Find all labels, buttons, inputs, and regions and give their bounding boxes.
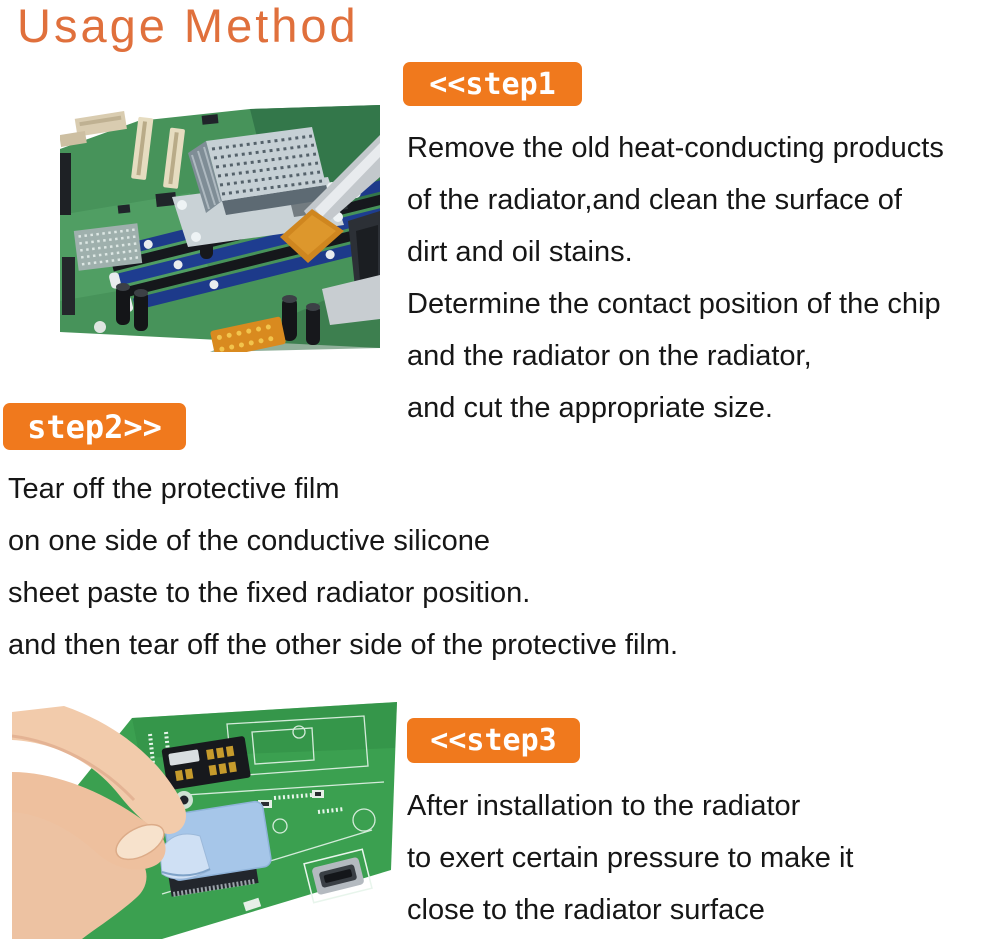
step2-instructions xyxy=(8,463,678,671)
thermal-pad-illustration xyxy=(12,702,397,939)
step2-badge: step2>> xyxy=(3,403,186,450)
step2-line-4: and then tear off the other side of the protective film. xyxy=(8,629,679,661)
step1-line-5: and the radiator on the radiator, xyxy=(407,340,812,372)
step1-line-6: and cut the appropriate size. xyxy=(407,392,773,424)
step2-line-2: on one side of the conductive silicone xyxy=(8,525,491,557)
step1-line-4: Determine the contact position of the chip xyxy=(407,288,941,320)
thermal-pad-film-peeling-photo xyxy=(12,702,397,939)
step1-line-3: dirt and oil stains. xyxy=(407,236,633,268)
step1-badge: <<step1 xyxy=(403,62,582,106)
step3-line-2: to exert certain pressure to make it xyxy=(407,842,854,874)
step2-line-1: Tear off the protective film xyxy=(8,473,340,505)
step1-instructions xyxy=(407,122,944,434)
motherboard-heatsink-cleaning-photo xyxy=(60,105,380,352)
step3-line-3: close to the radiator surface xyxy=(407,894,765,926)
step2-line-3: sheet paste to the fixed radiator position. xyxy=(8,577,531,609)
step3-instructions xyxy=(407,780,853,936)
step1-line-2: of the radiator,and clean the surface of xyxy=(407,184,902,216)
step1-line-1: Remove the old heat-conducting products xyxy=(407,132,944,164)
step3-badge: <<step3 xyxy=(407,718,580,763)
page-title: Usage Method xyxy=(17,0,359,52)
motherboard-illustration xyxy=(60,105,380,352)
step3-line-1: After installation to the radiator xyxy=(407,790,801,822)
